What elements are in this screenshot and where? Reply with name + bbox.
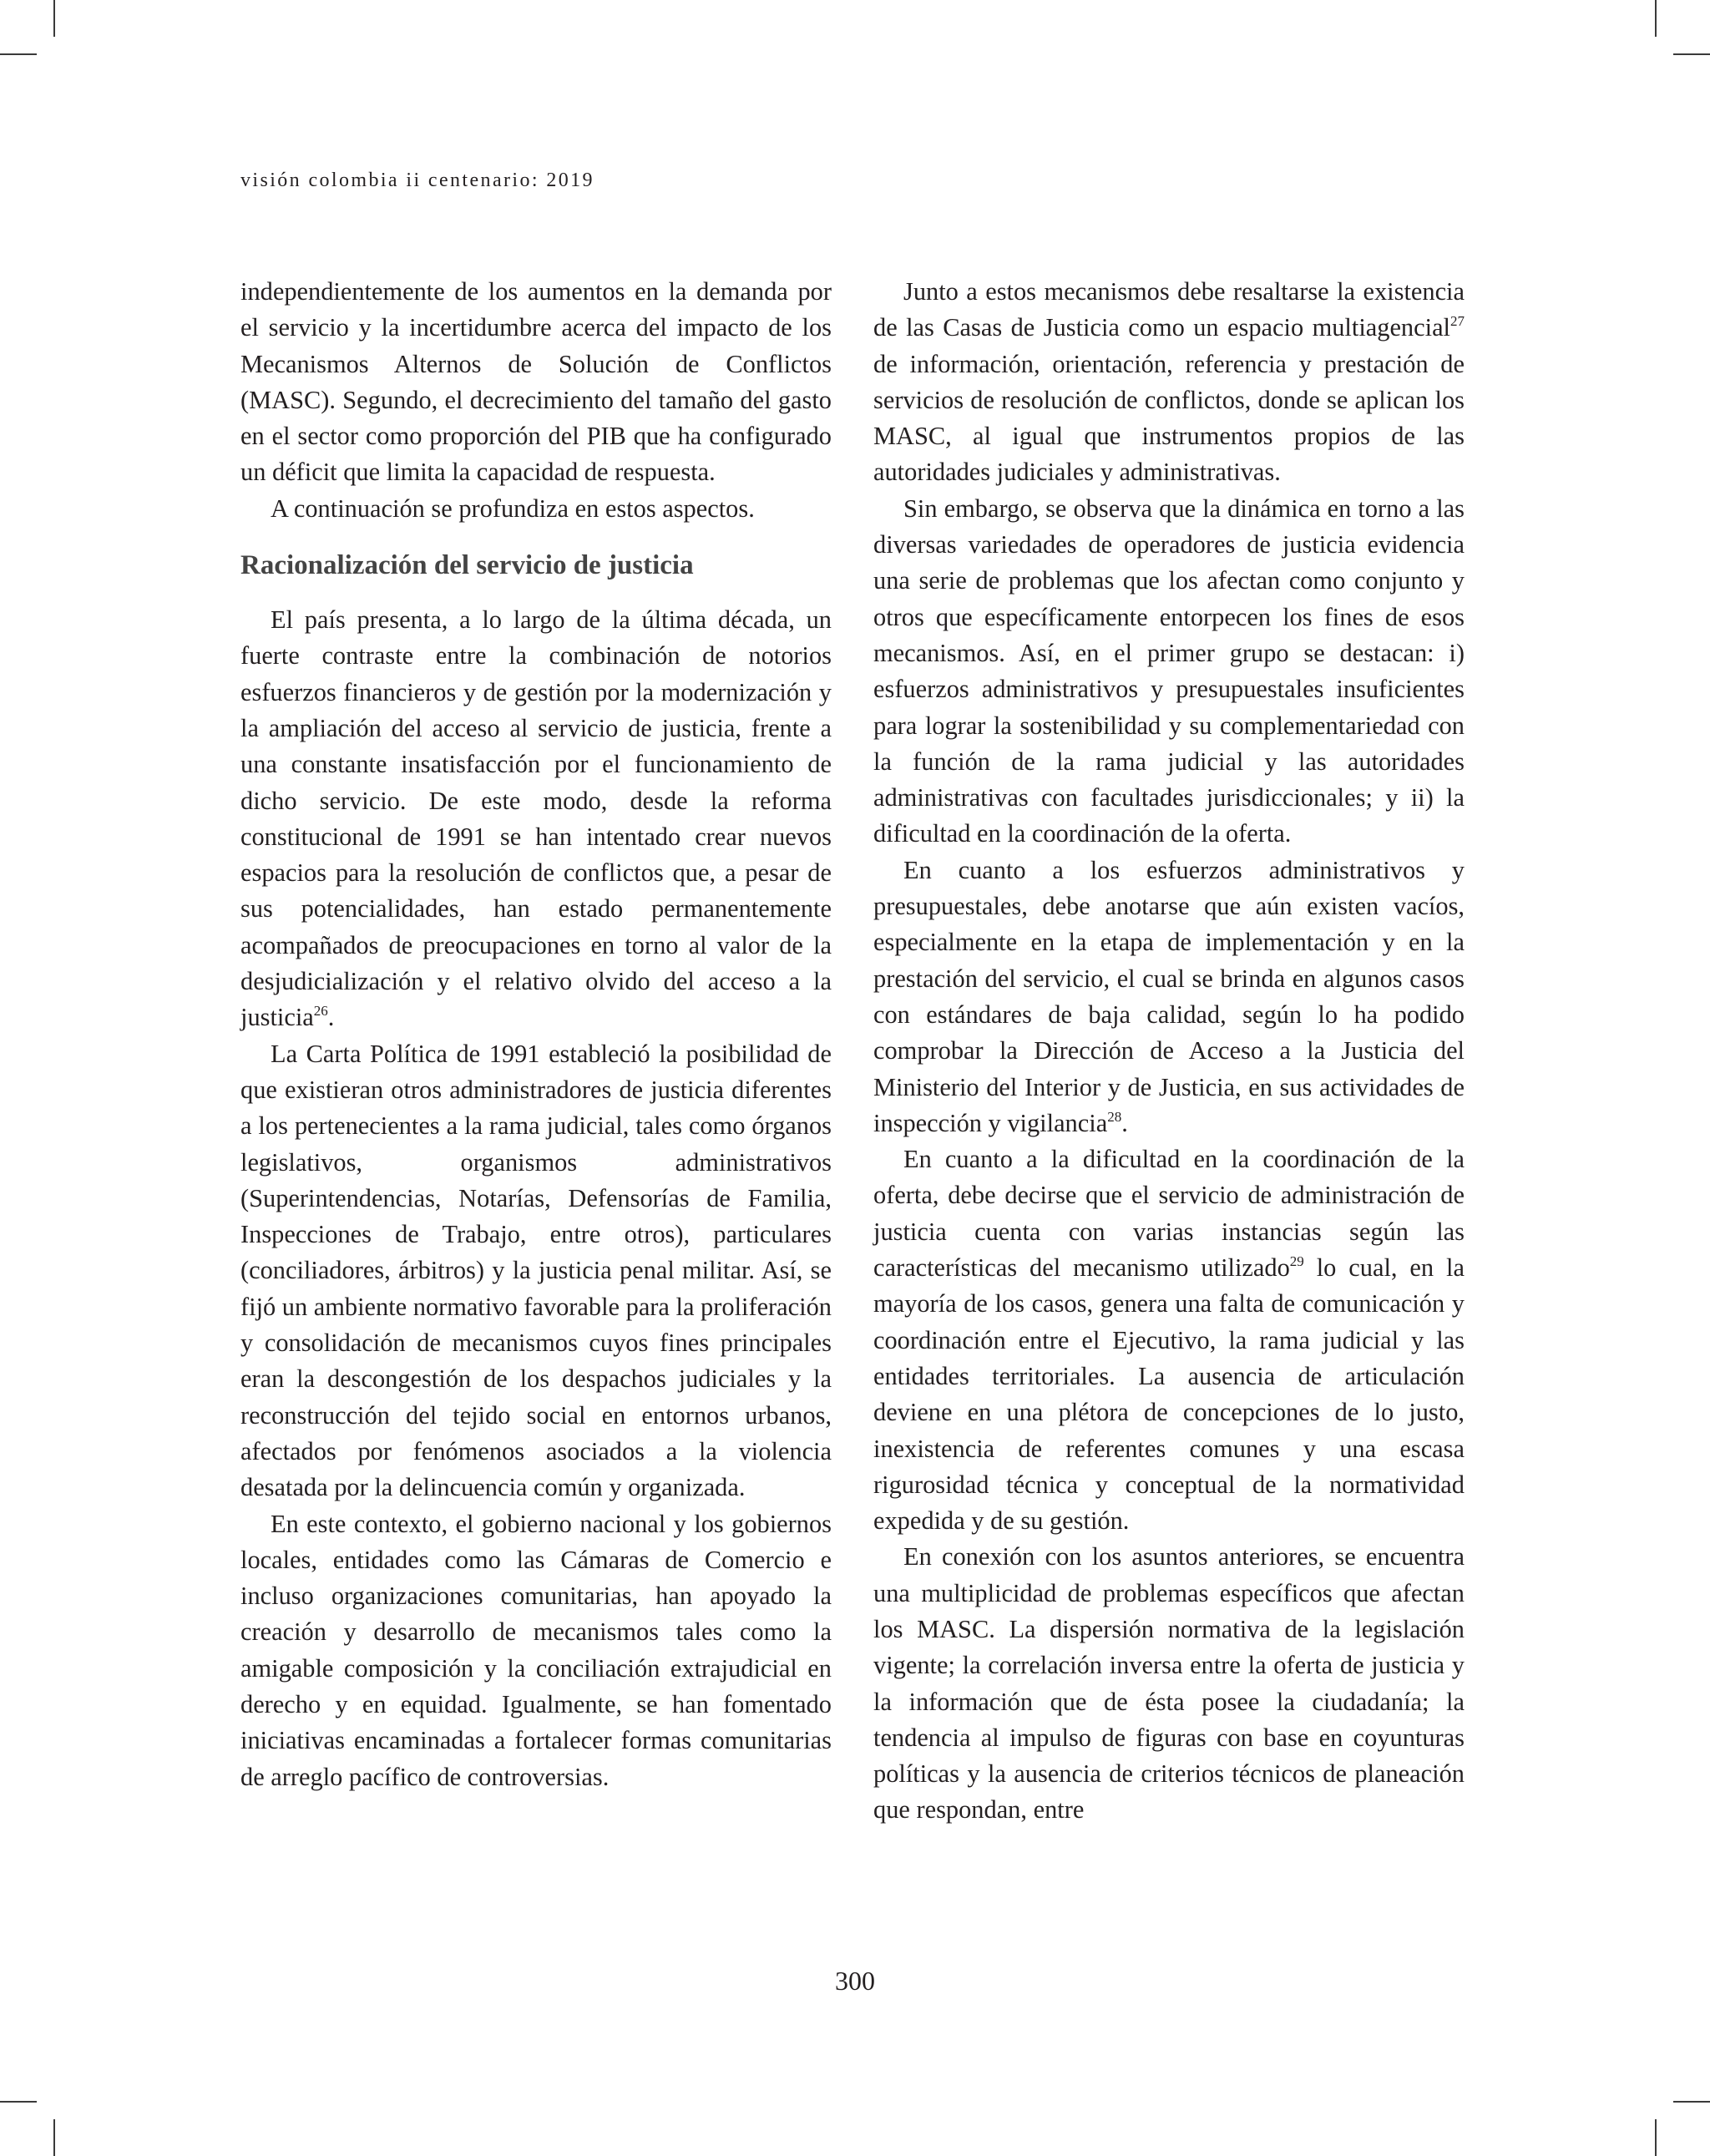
crop-mark (1673, 2101, 1710, 2103)
paragraph: En este contexto, el gobierno nacional y los gobiernos locales, entidades como las Cámaras de Comercio e incluso organizaciones comunitarias, han apoyado la creación y desarrollo de mecanismos tales como la amigable composición y la conciliación extrajudicial en derecho y en equidad. Igualmente, se han fomentado iniciativas encaminadas a fortalecer formas comunitarias de arreglo pacífico de controversias. (240, 1509, 832, 1791)
footnote-ref: 26 (313, 1003, 328, 1020)
paragraph: Sin embargo, se observa que la dinámica en torno a las diversas variedades de operadores de justicia evidencia una serie de problemas que los afectan como conjunto y otros que específicamente entorpecen los fines de esos mecanismos. Así, en el primer grupo se destacan: i) esfuerzos administrativos y presupuestales insuficientes para lograr la sostenibilidad y su complementariedad con la función de la rama judicial y las autoridades administrativas con facultades jurisdiccionales; y ii) la dificultad en la coordinación de la oferta. (873, 493, 1465, 848)
crop-mark (1673, 53, 1710, 55)
running-head: visión colombia ii centenario: 2019 (240, 170, 594, 191)
paragraph (873, 1141, 1465, 1539)
paragraph-text: El país presenta, a lo largo de la última década, un fuerte contraste entre la combinación de notorios esfuerzos financieros y de gestión por la modernización y la ampliación del acceso al servicio de justicia, frente a una constante insatisfacción por el funcionamiento de dicho servicio. De este modo, desde la reforma constitucional de 1991 se han intentado crear nuevos espacios para la resolución de conflictos que, a pesar de sus potencialidades, han estado permanentemente acompañados de preocupaciones en torno al valor de la desjudicialización y el relativo olvido del acceso a la justicia (240, 605, 832, 1032)
crop-mark (1655, 2119, 1657, 2156)
crop-mark (53, 0, 55, 37)
footnote-ref: 29 (1289, 1253, 1304, 1270)
paragraph-text: En cuanto a la dificultad en la coordinación de la oferta, debe decirse que el servicio de administración de justicia cuenta con varias instancias según las características del mecanismo utilizado (873, 1145, 1465, 1283)
crop-mark (0, 53, 37, 55)
page-number: 300 (835, 1966, 875, 1996)
paragraph-text: Junto a estos mecanismos debe resaltarse la existencia de las Casas de Justicia como un espacio multiagencial (873, 277, 1465, 342)
crop-mark (53, 2119, 55, 2156)
paragraph: A continuación se profundiza en estos aspectos. (271, 493, 755, 523)
left-column (240, 274, 832, 1795)
paragraph: La Carta Política de 1991 estableció la posibilidad de que existieran otros administradores de justicia diferentes a los pertenecientes a la rama judicial, tales como órganos legislativos, organismos administrativos (Superintendencias, Notarías, Defensorías de Familia, Inspecciones de Trabajo, entre otros), particulares (conciliadores, árbitros) y la justicia penal militar. Así, se fijó un ambiente normativo favorable para la proliferación y consolidación de mecanismos cuyos fines principales eran la descongestión de los despachos judiciales y la reconstrucción del tejido social en entornos urbanos, afectados por fenómenos asociados a la violencia desatada por la delincuencia común y organizada. (240, 1039, 832, 1502)
paragraph-text: de información, orientación, referencia y prestación de servicios de resolución de conflictos, donde se aplican los MASC, al igual que instrumentos propios de las autoridades judiciales y administrativas. (873, 349, 1465, 487)
paragraph: independientemente de los aumentos en la demanda por el servicio y la incertidumbre acerca del impacto de los Mecanismos Alternos de Solución de Conflictos (MASC). Segundo, el decrecimiento del tamaño del gasto en el sector como proporción del PIB que ha configurado un déficit que limita la capacidad de respuesta. (240, 277, 832, 487)
paragraph-text: lo cual, en la mayoría de los casos, genera una falta de comunicación y coordinación entre el Ejecutivo, la rama judicial y las entidades territoriales. La ausencia de articulación deviene en una plétora de concepciones de lo justo, inexistencia de referentes comunes y una escasa rigurosidad técnica y conceptual de la normatividad expedida y de su gestión. (873, 1253, 1465, 1536)
footnote-ref: 27 (1450, 313, 1465, 330)
paragraph (873, 274, 1465, 491)
paragraph-text: . (327, 1003, 335, 1032)
paragraph (873, 853, 1465, 1141)
paragraph-text: . (1121, 1108, 1128, 1137)
right-column (873, 274, 1465, 1829)
crop-mark (0, 2101, 37, 2103)
paragraph-text: En cuanto a los esfuerzos administrativos y presupuestales, debe anotarse que aún existen vacíos, especialmente en la etapa de implementación y en la prestación del servicio, el cual se brinda en algunos casos con estándares de baja calidad, según lo ha podido comprobar la Dirección de Acceso a la Justicia del Ministerio del Interior y de Justicia, en sus actividades de inspección y vigilancia (873, 855, 1465, 1137)
crop-mark (1655, 0, 1657, 37)
section-heading: Racionalización del servicio de justicia (240, 550, 694, 581)
paragraph (240, 602, 832, 1036)
paragraph: En conexión con los asuntos anteriores, se encuentra una multiplicidad de problemas específicos que afectan los MASC. La dispersión normativa de la legislación vigente; la correlación inversa entre la oferta de justicia y la información que de ésta posee la ciudadanía; la tendencia al impulso de figuras con base en coyunturas políticas y la ausencia de criterios técnicos de planeación que respondan, entre (873, 1542, 1465, 1825)
footnote-ref: 28 (1107, 1108, 1122, 1125)
